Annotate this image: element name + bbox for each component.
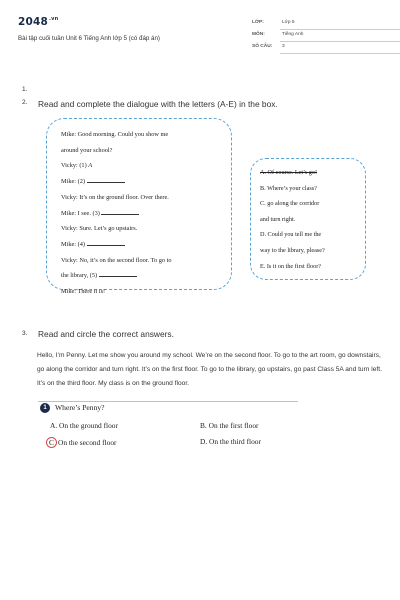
reading-passage: Hello, I’m Penny. Let me show you around my school. We’re on the second floor. To go to the art room, go downstairs, go along the corridor and turn right. It’s on the first floor. To go to the library, go upstairs, go past Class 5A and turn left. It’s on the third floor. My class is on the ground floor. xyxy=(37,352,382,387)
options-box xyxy=(250,158,366,280)
header xyxy=(18,16,382,56)
dialogue-box xyxy=(46,118,232,296)
option-d-cont: way to the library, please? xyxy=(260,246,325,254)
dialogue-line: Mike: There it is! xyxy=(61,288,106,296)
document-title: Bài tập cuối tuần Unit 6 Tiếng Anh lớp 5 (có đáp án) xyxy=(18,35,160,42)
option-e: E. Is it on the first floor? xyxy=(260,262,322,270)
dialogue-line: Vicky: Sure. Let’s go upstairs. xyxy=(61,225,138,233)
dialogue-line: around your school? xyxy=(61,146,113,154)
meta-question-count: SỐ CÂU: 3 xyxy=(252,43,400,55)
answer-blank-4[interactable] xyxy=(87,239,125,246)
dialogue-line: Vicky: It’s on the ground floor. Over there. xyxy=(61,193,169,201)
dialogue-line: Mike: I see. (3) xyxy=(61,206,221,222)
answer-1: A xyxy=(88,162,93,170)
meta-class: LỚP: Lớp 5 xyxy=(252,19,400,31)
site-logo[interactable]: $2048^{.vn}$ xyxy=(18,16,59,28)
question-3-number: 3. xyxy=(22,330,28,337)
selected-answer-circle: C xyxy=(46,437,57,448)
dialogue-line: Mike: (2) xyxy=(61,174,221,190)
choice-c[interactable]: C On the second floor xyxy=(48,437,117,448)
option-b: B. Where’s your class? xyxy=(260,184,317,192)
question-divider xyxy=(38,401,298,402)
answer-blank-2[interactable] xyxy=(87,176,125,183)
question-3-instruction: Read and circle the correct answers. xyxy=(38,329,174,339)
question-number-badge: 1 xyxy=(40,403,50,413)
meta-subject: MÔN: Tiếng Anh xyxy=(252,31,400,43)
choice-d[interactable]: D. On the third floor xyxy=(200,437,261,446)
sub-question-1 xyxy=(40,403,105,413)
choice-a[interactable]: A. On the ground floor xyxy=(50,421,118,430)
dialogue-line: Mike: Good morning. Could you show me xyxy=(61,131,169,138)
sub-question-text: Where’s Penny? xyxy=(55,403,105,412)
question-2-number: 2. xyxy=(22,99,28,106)
option-d: D. Could you tell me the xyxy=(260,231,322,239)
option-c-cont: and turn right. xyxy=(260,215,296,223)
meta-info xyxy=(252,19,400,55)
question-1-number: 1. xyxy=(22,86,28,93)
dialogue-line: Vicky: No, it’s on the second floor. To go to xyxy=(61,256,172,264)
choice-b[interactable]: B. On the first floor xyxy=(200,421,259,430)
answer-blank-3[interactable] xyxy=(101,208,139,215)
dialogue-line: the library, (5) xyxy=(61,268,221,284)
option-a: A. Of course. Let’s go! xyxy=(260,169,318,176)
option-c: C. go along the corridor xyxy=(260,200,320,208)
question-2-instruction: Read and complete the dialogue with the letters (A-E) in the box. xyxy=(38,99,278,109)
dialogue-line: Vicky: (1) A xyxy=(61,162,93,170)
dialogue-line: Mike: (4) xyxy=(61,237,221,253)
answer-blank-5[interactable] xyxy=(99,270,137,277)
